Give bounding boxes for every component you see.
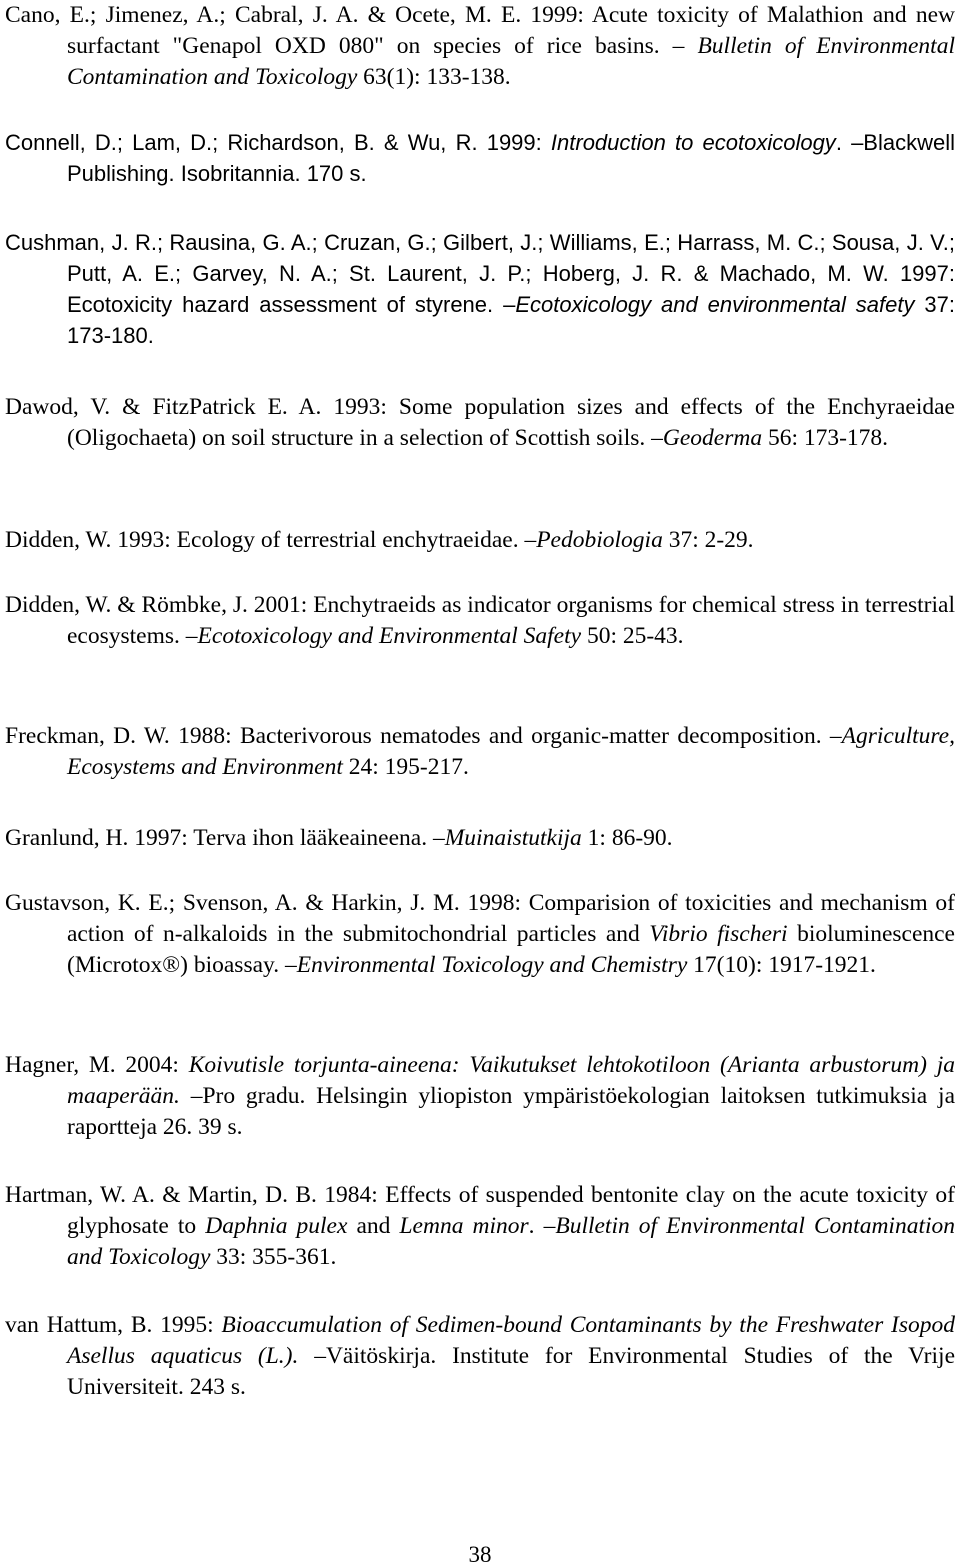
reference-italic-text: Vibrio fischeri — [649, 921, 788, 947]
reference-text: . –Blackwell Publishing. Isobritannia. 170 s. — [67, 130, 955, 186]
reference-text: Didden, W. & Römbke, J. 2001: Enchytraeids as indicator organisms for chemical stress in terrestrial ecosystems. – — [5, 592, 955, 649]
reference-italic-text: Environmental Toxicology and Chemistry — [296, 952, 688, 978]
reference-text: Gustavson, K. E.; Svenson, A. & Harkin, J. M. 1998: Comparision of toxicities and mechanism of action of n-alkaloids in the submitochondrial particles and — [5, 890, 955, 947]
reference-text: Cushman, J. R.; Rausina, G. A.; Cruzan, G.; Gilbert, J.; Williams, E.; Harrass, M. C.; Sousa, J. V.; Putt, A. E.; Garvey, N. A.; St. Laurent, J. P.; Hoberg, J. R. & Machado, M. W. 1997: Ecotoxicity hazard assessment of styrene. – — [5, 230, 955, 317]
reference-text: 17(10): 1917-1921. — [687, 952, 876, 978]
reference-text: 50: 25-43. — [581, 623, 684, 649]
reference-italic-text: Lemna minor — [399, 1213, 529, 1239]
reference-text: Hartman, W. A. & Martin, D. B. 1984: Effects of suspended bentonite clay on the acute toxicity of glyphosate to — [5, 1182, 955, 1239]
reference-text: Freckman, D. W. 1988: Bacterivorous nematodes and organic-matter decomposition. – — [5, 723, 842, 749]
reference-entry — [5, 1310, 955, 1403]
reference-text: Didden, W. 1993: Ecology of terrestrial enchytraeidae. – — [5, 527, 537, 553]
reference-entry — [5, 721, 955, 783]
reference-text: 1: 86-90. — [581, 825, 673, 851]
reference-italic-text: Koivutisle torjunta-aineena: Vaikutukset lehtokotiloon (Arianta arbustorum) ja maaperään. — [67, 1052, 955, 1109]
reference-italic-text: Ecotoxicology and Environmental Safety — [197, 623, 582, 649]
reference-text: and — [347, 1213, 400, 1239]
reference-italic-text: Daphnia pulex — [205, 1213, 348, 1239]
reference-italic-text: Bulletin of Environmental Contamination and Toxicology — [67, 33, 955, 90]
reference-italic-text: Agriculture, Ecosystems and Environment — [67, 723, 955, 780]
reference-text: 37: 173-180. — [67, 292, 955, 348]
reference-text: bioluminescence (Microtox®) bioassay. – — [67, 921, 955, 978]
reference-entry — [5, 888, 955, 981]
reference-text: 33: 355-361. — [210, 1244, 337, 1270]
reference-italic-text: Geoderma — [662, 425, 763, 451]
page-number: 38 — [468, 1542, 492, 1567]
reference-entry — [5, 1180, 955, 1273]
reference-italic-text: Pedobiologia — [536, 527, 663, 553]
reference-text: . – — [528, 1213, 556, 1239]
reference-text: Connell, D.; Lam, D.; Richardson, B. & Wu, R. 1999: — [5, 130, 551, 155]
reference-text: 24: 195-217. — [342, 754, 469, 780]
reference-italic-text: Bulletin of Environmental Contamination and Toxicology — [67, 1213, 956, 1270]
reference-entry — [5, 590, 955, 652]
reference-text: 56: 173-178. — [762, 425, 889, 451]
reference-text: van Hattum, B. 1995: — [5, 1312, 222, 1338]
reference-text: –Väitöskirja. Institute for Environmental Studies of the Vrije Universiteit. 243 s. — [67, 1343, 955, 1400]
reference-text: Dawod, V. & FitzPatrick E. A. 1993: Some population sizes and effects of the Enchyraeidae (Oligochaeta) on soil structure in a selection of Scottish soils. – — [5, 394, 955, 451]
reference-entry — [5, 227, 955, 351]
reference-italic-text: Bioaccumulation of Sedimen-bound Contaminants by the Freshwater Isopod Asellus aquaticus (L.). — [67, 1312, 955, 1369]
reference-text: Granlund, H. 1997: Terva ihon lääkeaineena. – — [5, 825, 445, 851]
reference-text: –Pro gradu. Helsingin yliopiston ympäristöekologian laitoksen tutkimuksia ja raportteja 26. 39 s. — [67, 1083, 955, 1140]
reference-text: 63(1): 133-138. — [357, 64, 511, 90]
reference-text: Cano, E.; Jimenez, A.; Cabral, J. A. & Ocete, M. E. 1999: Acute toxicity of Malathion and new surfactant "Genapol OXD 080" on species of rice basins. – — [5, 2, 955, 59]
reference-italic-text: Introduction to ecotoxicology — [550, 130, 836, 155]
reference-entry — [5, 392, 955, 454]
reference-text: 37: 2-29. — [662, 527, 754, 553]
reference-entry — [5, 0, 955, 93]
reference-entry — [5, 525, 955, 556]
reference-entry — [5, 127, 955, 189]
reference-entry — [5, 823, 955, 854]
reference-italic-text: Ecotoxicology and environmental safety — [515, 292, 915, 317]
reference-italic-text: Muinaistutkija — [444, 825, 582, 851]
reference-text: Hagner, M. 2004: — [5, 1052, 189, 1078]
reference-entry — [5, 1050, 955, 1143]
